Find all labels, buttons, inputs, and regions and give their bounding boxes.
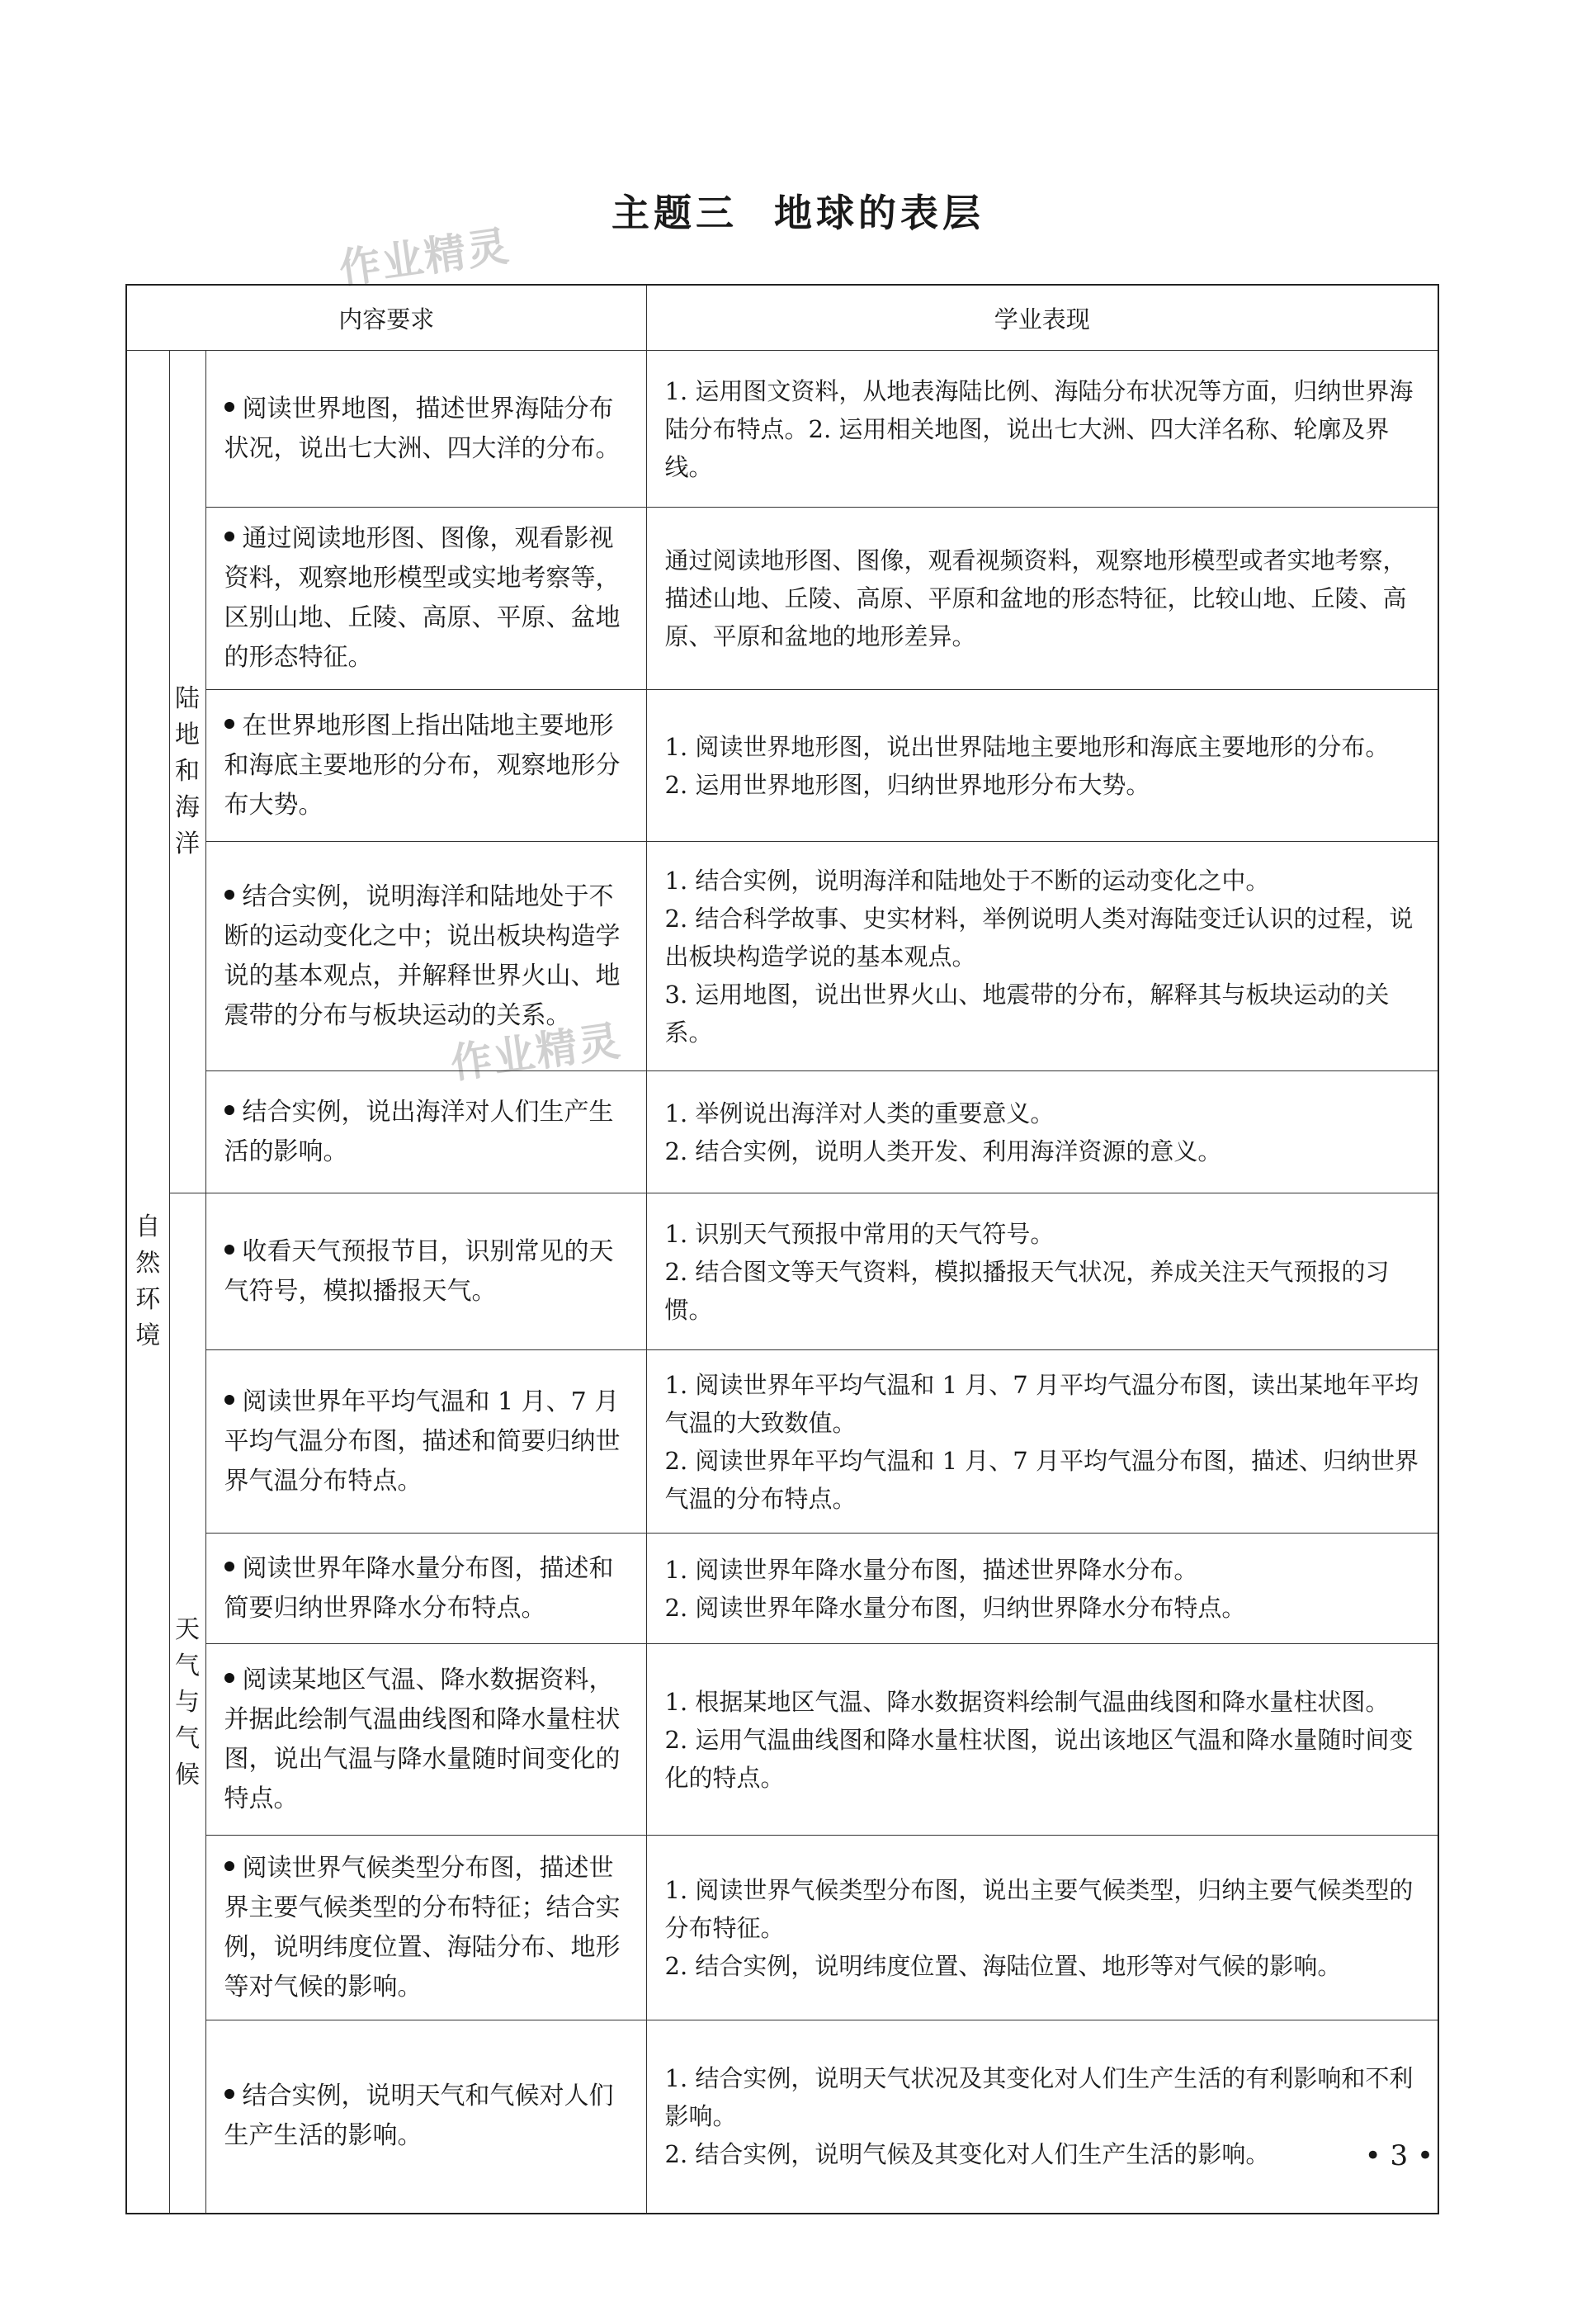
performance-item: 3. 运用地图，说出世界火山、地震带的分布，解释其与板块运动的关系。 (664, 980, 1390, 1047)
bullet-icon (224, 719, 234, 729)
table-row (126, 1071, 1438, 1193)
content-requirement-cell (205, 1071, 646, 1193)
bullet-icon (224, 1245, 234, 1255)
bullet-icon (224, 890, 234, 900)
header-academic-performance: 学业表现 (646, 285, 1438, 351)
bullet-icon (224, 1861, 234, 1871)
performance-item: 1. 结合实例，说明海洋和陆地处于不断的运动变化之中。 (664, 866, 1270, 895)
academic-performance-cell (646, 1836, 1438, 2020)
academic-performance-cell (646, 1193, 1438, 1350)
content-requirement-text: 阅读世界气候类型分布图，描述世界主要气候类型的分布特征；结合实例，说明纬度位置、海陆分布、地形等对气候的影响。 (224, 1853, 621, 2001)
performance-item: 2. 结合科学故事、史实材料，举例说明人类对海陆变迁认识的过程，说出板块构造学说的基本观点。 (664, 904, 1414, 971)
content-requirement-cell (205, 1350, 646, 1534)
performance-item: 2. 运用气温曲线图和降水量柱状图，说出该地区气温和降水量随时间变化的特点。 (664, 1725, 1414, 1792)
performance-item: 1. 举例说出海洋对人类的重要意义。 (664, 1099, 1055, 1127)
performance-item: 2. 结合实例，说明气候及其变化对人们生产生活的影响。 (664, 2140, 1270, 2169)
content-requirement-text: 结合实例，说明海洋和陆地处于不断的运动变化之中；说出板块构造学说的基本观点，并解释世界火山、地震带的分布与板块运动的关系。 (224, 881, 621, 1030)
performance-item: 2. 结合实例，说明纬度位置、海陆位置、地形等对气候的影响。 (664, 1951, 1342, 1980)
content-requirement-text: 结合实例，说明天气和气候对人们生产生活的影响。 (224, 2082, 614, 2151)
performance-item: 2. 结合实例，说明人类开发、利用海洋资源的意义。 (664, 1137, 1222, 1165)
table-row (126, 1644, 1438, 1836)
performance-item: 1. 根据某地区气温、降水数据资料绘制气温曲线图和降水量柱状图。 (664, 1687, 1390, 1716)
bullet-icon (224, 1673, 234, 1683)
table-row (126, 2020, 1438, 2214)
bullet-icon (224, 2089, 234, 2099)
content-requirement-text: 通过阅读地形图、图像，观看影视资料，观察地形模型或实地考察等，区别山地、丘陵、高原、平原、盆地的形态特征。 (224, 524, 621, 672)
vertical-label-char: 环 (135, 1284, 161, 1314)
academic-performance-cell (646, 1644, 1438, 1836)
performance-item: 2. 阅读世界年平均气温和 1 月、7 月平均气温分布图，描述、归纳世界气温的分布特点。 (664, 1446, 1419, 1513)
vertical-label-char: 和 (175, 757, 200, 786)
page-title: 主题三 地球的表层 (611, 191, 985, 235)
performance-item: 1. 阅读世界年平均气温和 1 月、7 月平均气温分布图，读出某地年平均气温的大致数值。 (664, 1370, 1419, 1437)
table-row (126, 690, 1438, 842)
vertical-label-char: 境 (135, 1321, 161, 1350)
content-requirement-cell (205, 1836, 646, 2020)
content-requirement-cell (205, 2020, 646, 2214)
academic-performance-cell (646, 842, 1438, 1071)
watermark: 作业精灵 (447, 1016, 625, 1089)
watermark: 作业精灵 (336, 221, 513, 294)
academic-performance-cell (646, 2020, 1438, 2214)
table-row (126, 1193, 1438, 1350)
group-label (169, 1193, 205, 2214)
content-requirement-text: 阅读世界地图，描述世界海陆分布状况，说出七大洲、四大洋的分布。 (224, 394, 621, 463)
page-number: • 3 • (1364, 2139, 1433, 2172)
group-label (169, 351, 205, 1193)
category-label (126, 351, 169, 2214)
table-row (126, 351, 1438, 508)
academic-performance-cell (646, 508, 1438, 690)
content-requirement-text: 结合实例，说出海洋对人们生产生活的影响。 (224, 1097, 614, 1166)
table-row (126, 1534, 1438, 1644)
performance-item: 2. 运用世界地形图，归纳世界地形分布大势。 (664, 770, 1150, 799)
bullet-icon (224, 402, 234, 412)
content-requirement-cell (205, 842, 646, 1071)
performance-item: 2. 阅读世界年降水量分布图，归纳世界降水分布特点。 (664, 1593, 1246, 1622)
bullet-icon (224, 1395, 234, 1405)
standards-table (125, 284, 1439, 2214)
table-header-row (126, 285, 1438, 351)
bullet-icon (224, 532, 234, 541)
content-requirement-text: 收看天气预报节目，识别常见的天气符号，模拟播报天气。 (224, 1236, 614, 1306)
performance-item: 2. 结合图文等天气资料，模拟播报天气状况，养成关注天气预报的习惯。 (664, 1257, 1390, 1324)
bullet-icon (224, 1562, 234, 1571)
performance-item: 1. 阅读世界地形图，说出世界陆地主要地形和海底主要地形的分布。 (664, 732, 1390, 761)
table-row (126, 1836, 1438, 2020)
academic-performance-cell (646, 351, 1438, 508)
academic-performance-cell (646, 1534, 1438, 1644)
content-requirement-cell (205, 1534, 646, 1644)
content-requirement-cell (205, 508, 646, 690)
vertical-label-char: 然 (135, 1248, 161, 1278)
performance-item: 1. 识别天气预报中常用的天气符号。 (664, 1219, 1055, 1248)
vertical-label-char: 气 (175, 1652, 200, 1681)
vertical-label-char: 地 (175, 721, 200, 749)
performance-item: 1. 阅读世界年降水量分布图，描述世界降水分布。 (664, 1555, 1198, 1584)
performance-item: 1. 结合实例，说明天气状况及其变化对人们生产生活的有利影响和不利影响。 (664, 2064, 1414, 2131)
vertical-label-char: 海 (175, 793, 200, 822)
content-requirement-text: 阅读世界年降水量分布图，描述和简要归纳世界降水分布特点。 (224, 1553, 614, 1623)
performance-item: 1. 运用图文资料，从地表海陆比例、海陆分布状况等方面，归纳世界海陆分布特点。2. 运用相关地图，说出七大洲、四大洋名称、轮廓及界线。 (664, 376, 1414, 481)
content-requirement-cell (205, 1193, 646, 1350)
vertical-label-char: 候 (175, 1760, 200, 1790)
table-row (126, 842, 1438, 1071)
bullet-icon (224, 1105, 234, 1115)
table-row (126, 1350, 1438, 1534)
content-requirement-cell (205, 351, 646, 508)
vertical-label-char: 天 (175, 1615, 200, 1645)
header-content-requirements: 内容要求 (126, 285, 646, 351)
performance-item: 1. 阅读世界气候类型分布图，说出主要气候类型，归纳主要气候类型的分布特征。 (664, 1875, 1414, 1942)
academic-performance-cell (646, 690, 1438, 842)
vertical-label-char: 洋 (175, 829, 200, 858)
content-requirement-text: 阅读世界年平均气温和 1 月、7 月平均气温分布图，描述和简要归纳世界气温分布特点。 (224, 1387, 621, 1496)
vertical-label-char: 自 (135, 1212, 161, 1241)
vertical-label-char: 气 (175, 1724, 200, 1754)
academic-performance-cell (646, 1071, 1438, 1193)
academic-performance-cell (646, 1350, 1438, 1534)
performance-item: 通过阅读地形图、图像，观看视频资料，观察地形模型或者实地考察，描述山地、丘陵、高原、平原和盆地的形态特征，比较山地、丘陵、高原、平原和盆地的地形差异。 (664, 546, 1407, 650)
table-row (126, 508, 1438, 690)
content-requirement-text: 阅读某地区气温、降水数据资料，并据此绘制气温曲线图和降水量柱状图，说出气温与降水量随时间变化的特点。 (224, 1665, 621, 1813)
content-requirement-cell (205, 1644, 646, 1836)
vertical-label-char: 与 (175, 1688, 200, 1718)
content-requirement-cell (205, 690, 646, 842)
content-requirement-text: 在世界地形图上指出陆地主要地形和海底主要地形的分布，观察地形分布大势。 (224, 711, 621, 820)
vertical-label-char: 陆 (175, 684, 200, 713)
